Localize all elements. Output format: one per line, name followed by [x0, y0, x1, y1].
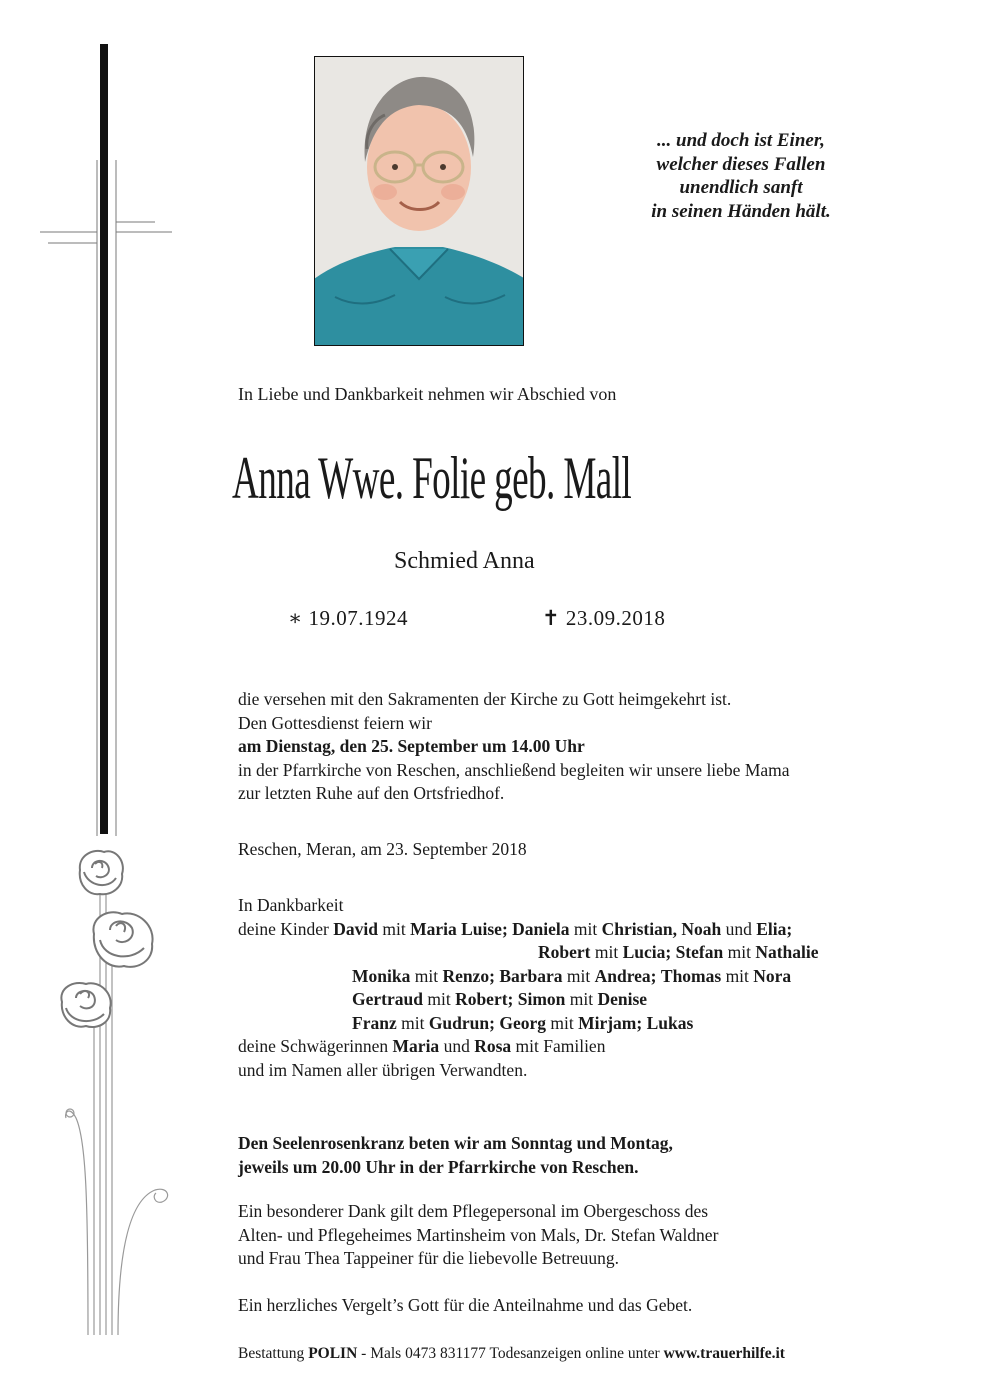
family-text: mit — [401, 1012, 425, 1033]
family-member: Georg — [499, 1012, 546, 1033]
family-member: Robert; — [455, 989, 514, 1009]
birth-date: ∗ 19.07.1924 — [288, 606, 409, 630]
thanks-line: Alten- und Pflegeheimes Martinsheim von Mals, Dr. Stefan Waldner — [238, 1224, 719, 1245]
quote-line: welcher dieses Fallen — [656, 153, 826, 175]
family-member: Thomas — [660, 965, 722, 986]
family-member: Maria — [392, 1036, 440, 1056]
family-text: mit — [550, 1012, 574, 1033]
family-line — [238, 965, 819, 989]
family-member: Mirjam; — [578, 1012, 643, 1033]
footer-text: Bestattung — [238, 1345, 305, 1362]
gratitude-line: Ein herzliches Vergelt’s Gott für die Anteilnahme und das Gebet. — [238, 1295, 693, 1315]
family-member: Maria Luise; — [410, 918, 508, 939]
family-member: Nathalie — [755, 942, 819, 962]
quote — [606, 129, 876, 223]
footer-text: - Mals 0473 831177 Todesanzeigen online unter — [361, 1345, 660, 1362]
service-line: Den Gottesdienst feiern wir — [238, 712, 432, 733]
thanks-line: Ein besonderer Dank gilt dem Pflegepersonal im Obergeschoss des — [238, 1201, 709, 1221]
rosary-notice — [238, 1132, 673, 1179]
thanks-line: und Frau Thea Tappeiner für die liebevolle Betreuung. — [238, 1248, 620, 1268]
intro-text: In Liebe und Dankbarkeit nehmen wir Abschied von — [238, 384, 617, 404]
funeral-home-name: POLIN — [308, 1345, 358, 1362]
family-member: David — [333, 918, 378, 939]
portrait-photo — [314, 56, 524, 346]
family-member: Lucia; — [622, 942, 672, 962]
family-text: deine Kinder — [238, 918, 329, 939]
family-member: Renzo; — [442, 965, 495, 986]
place-date: Reschen, Meran, am 23. September 2018 — [238, 839, 527, 859]
cross-icon — [40, 44, 172, 836]
family-member: Noah — [681, 918, 722, 939]
family-closing: und im Namen aller übrigen Verwandten. — [238, 1059, 528, 1080]
family-text: mit — [382, 918, 406, 939]
family-text: mit Familien — [515, 1036, 606, 1056]
quote-line: ... und doch ist Einer, — [657, 130, 825, 151]
website-link[interactable]: www.trauerhilfe.it — [663, 1345, 785, 1362]
family-member: Denise — [597, 989, 648, 1009]
family-text: mit — [594, 942, 619, 962]
family-line — [238, 918, 819, 942]
family-member: Daniela — [512, 918, 570, 939]
family-member: Simon — [517, 989, 566, 1009]
family-line — [238, 1035, 819, 1059]
family-member: Christian, — [601, 918, 677, 939]
family-text: mit — [727, 942, 751, 962]
family-text: mit — [725, 965, 749, 986]
deceased-nickname: Schmied Anna — [394, 548, 535, 574]
family-text: mit — [566, 965, 591, 986]
family-text: und — [725, 918, 752, 939]
family-member: Nora — [753, 965, 792, 986]
service-details — [238, 688, 790, 806]
family-text: mit — [573, 918, 598, 939]
family-member: Stefan — [675, 942, 724, 962]
service-line: zur letzten Ruhe auf den Ortsfriedhof. — [238, 783, 505, 803]
family-member: Monika — [352, 965, 411, 986]
family-member: Gertraud — [352, 989, 423, 1009]
family-text: deine Schwägerinnen — [238, 1036, 389, 1056]
family-list — [238, 894, 819, 1082]
family-text: und — [443, 1036, 470, 1056]
deceased-name: Anna Wwe. Folie geb. Mall — [232, 445, 632, 511]
rose-icon — [93, 912, 152, 967]
family-line — [238, 941, 819, 965]
family-line — [238, 1012, 819, 1036]
service-date: am Dienstag, den 25. September um 14.00 Uhr — [238, 736, 585, 756]
family-text: mit — [427, 989, 451, 1009]
special-thanks — [238, 1200, 718, 1271]
family-member: Gudrun; — [428, 1012, 495, 1033]
rosary-line: Den Seelenrosenkranz beten wir am Sonntag und Montag, — [238, 1133, 673, 1153]
rose-icon — [80, 851, 123, 894]
family-member: Robert — [538, 942, 591, 962]
death-date: ✝ 23.09.2018 — [542, 606, 666, 630]
family-member: Franz — [352, 1012, 397, 1033]
family-member: Rosa — [474, 1036, 512, 1056]
rosary-line: jeweils um 20.00 Uhr in der Pfarrkirche von Reschen. — [238, 1156, 639, 1177]
rose-icon — [61, 983, 110, 1027]
family-text: mit — [569, 989, 594, 1009]
footer — [238, 1345, 785, 1363]
family-text: mit — [414, 965, 439, 986]
family-member: Barbara — [499, 965, 563, 986]
family-member: Elia; — [756, 918, 793, 939]
service-line: in der Pfarrkirche von Reschen, anschließend begleiten wir unsere liebe Mama — [238, 759, 790, 780]
quote-line: in seinen Händen hält. — [651, 200, 831, 222]
family-member: Lukas — [646, 1012, 694, 1033]
family-intro: In Dankbarkeit — [238, 895, 344, 915]
quote-line: unendlich sanft — [679, 177, 803, 198]
family-member: Andrea; — [594, 965, 657, 986]
service-line: die versehen mit den Sakramenten der Kirche zu Gott heimgekehrt ist. — [238, 689, 732, 709]
family-line — [238, 988, 819, 1012]
cross-and-roses-decoration — [0, 0, 200, 1390]
